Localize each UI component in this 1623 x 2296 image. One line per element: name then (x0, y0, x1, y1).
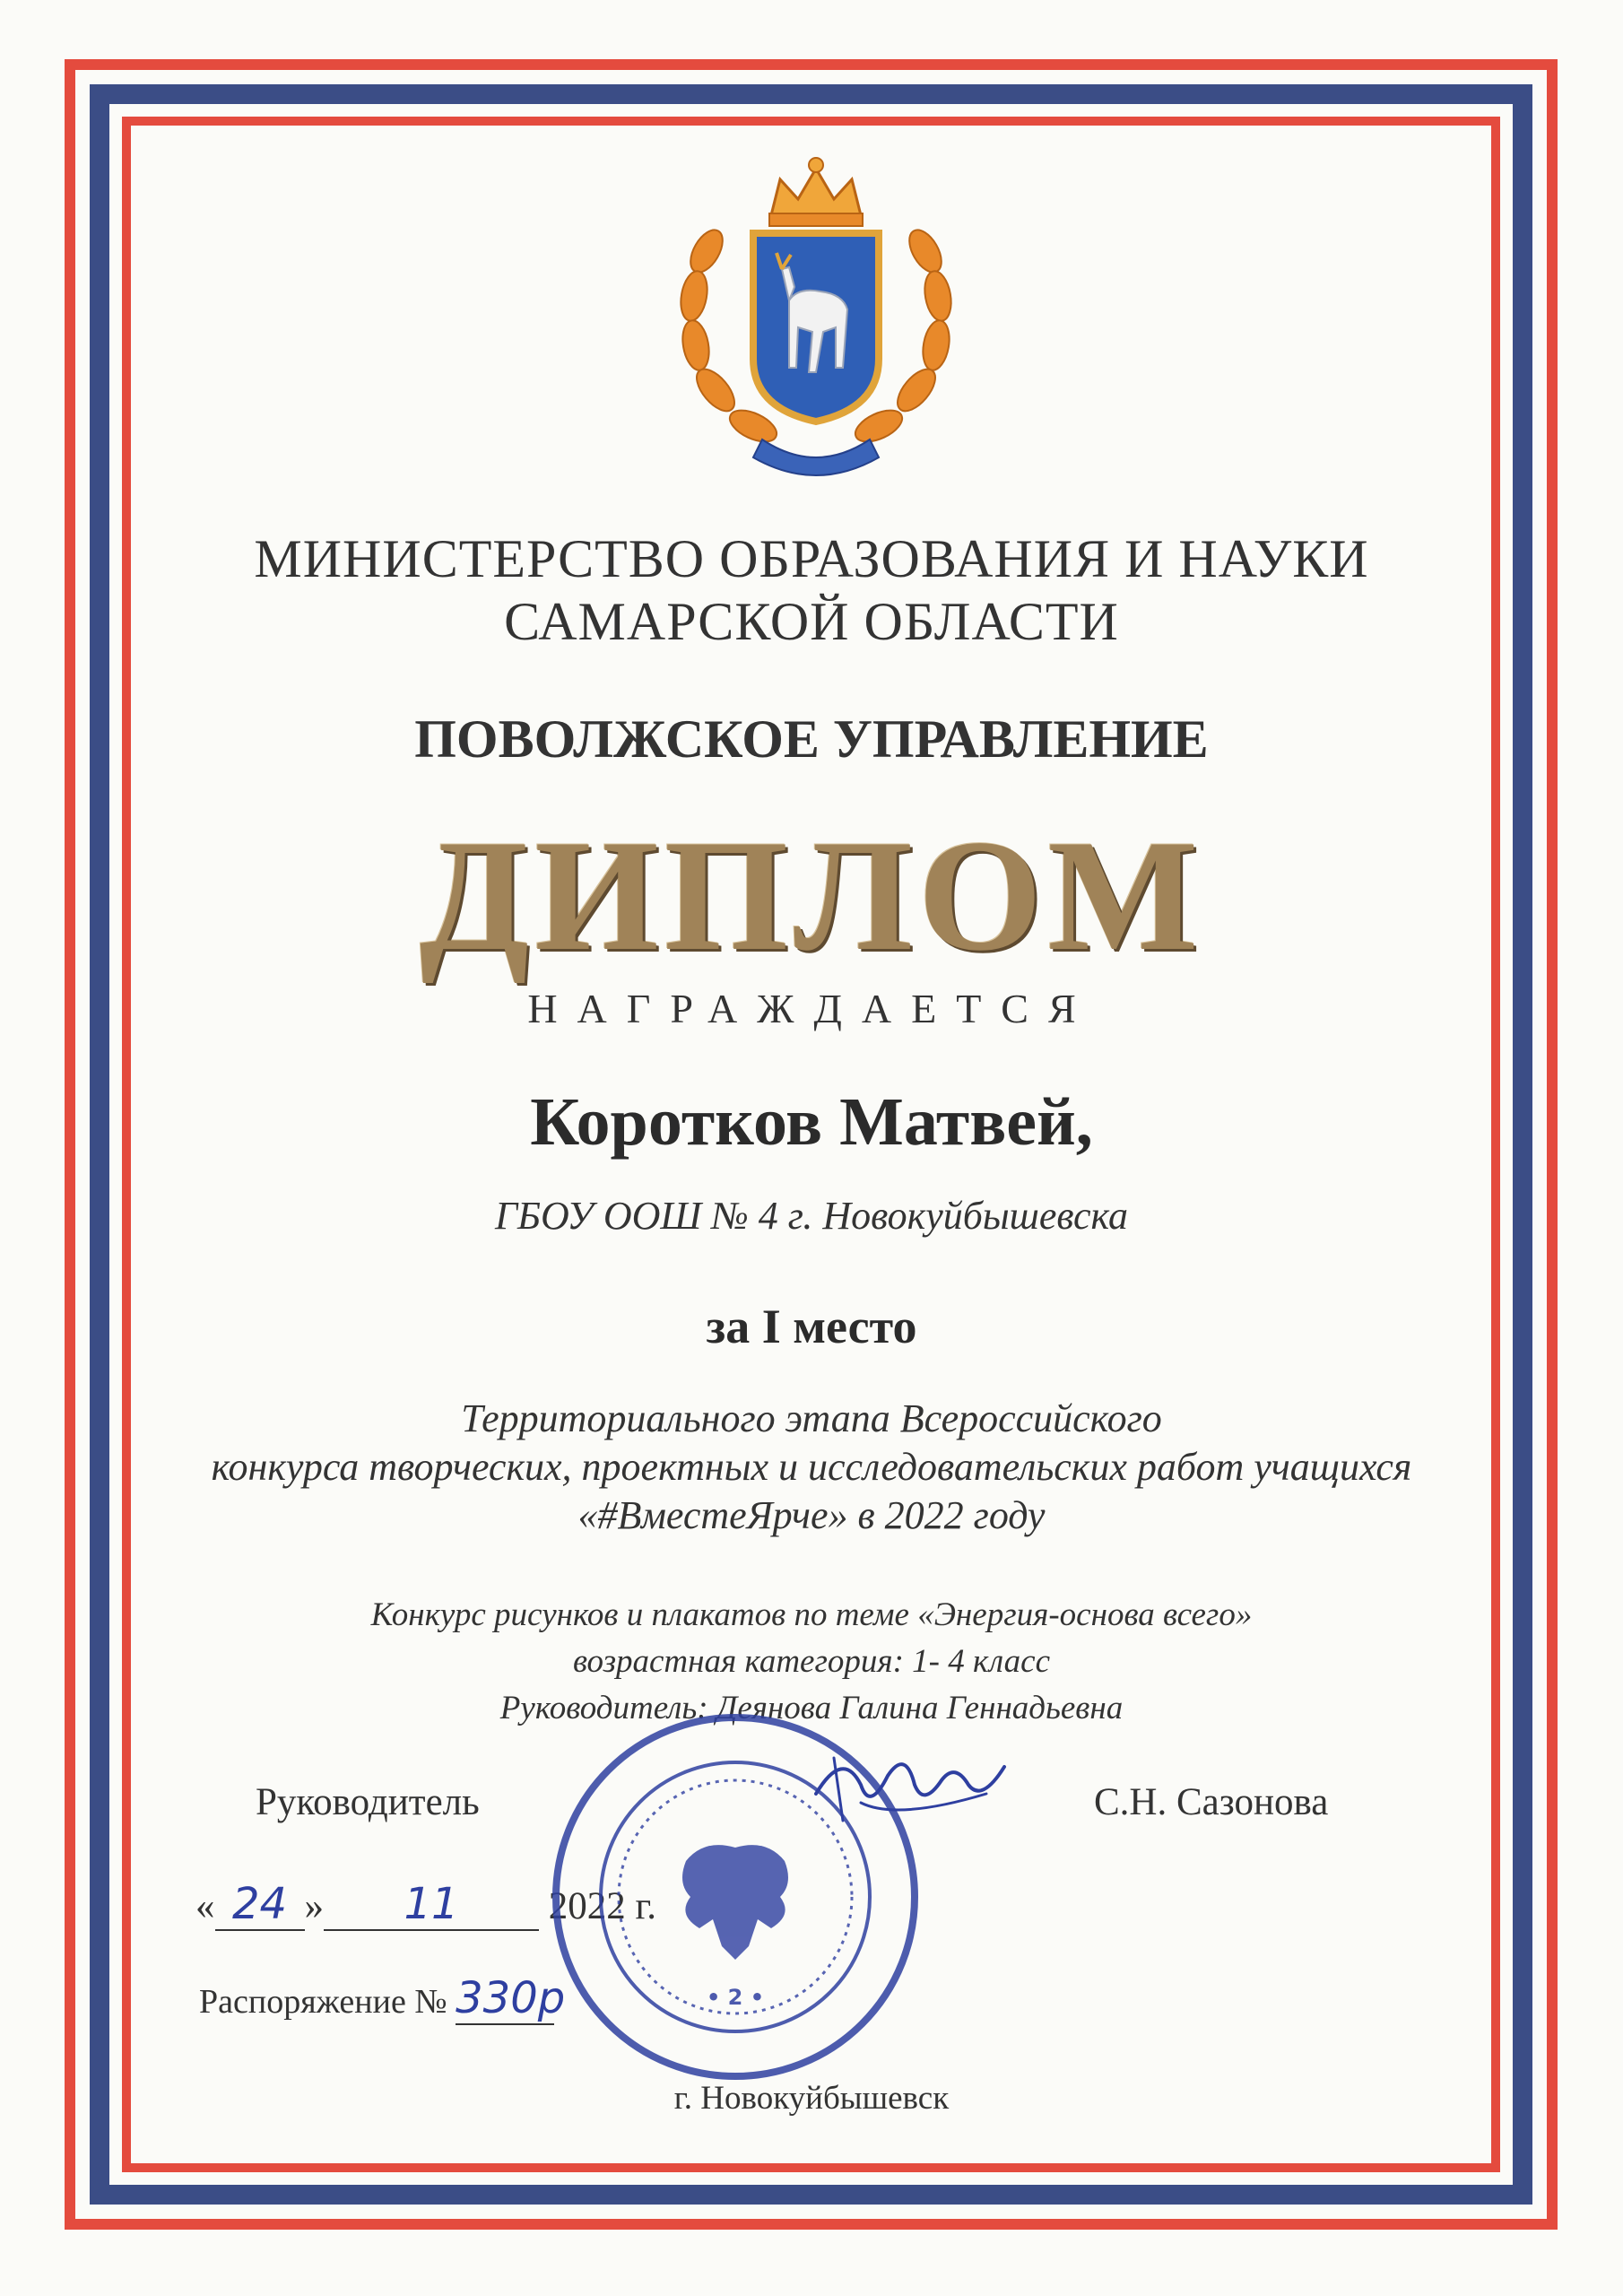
school-name: ГБОУ ООШ № 4 г. Новокуйбышевска (495, 1194, 1128, 1238)
order-number: 330р (456, 1973, 566, 2023)
svg-text:• 2 •: • 2 • (706, 1985, 765, 2010)
order-reference (199, 1973, 566, 2025)
date-open-quote: « (195, 1885, 215, 1927)
signature-label: Руководитель (256, 1781, 480, 1823)
diploma-title: ДИПЛОМ (419, 806, 1204, 984)
order-label: Распоряжение № (199, 1983, 447, 2021)
contest-description (0, 1395, 1623, 1540)
awarded-caption: НАГРАЖДАЕТСЯ (527, 986, 1096, 1031)
date-day: 24 (215, 1879, 305, 1931)
ministry-name (0, 527, 1623, 653)
city-name: г. Новокуйбышевск (673, 2080, 950, 2117)
date-year: 2022 г. (548, 1885, 657, 1927)
ministry-line-2: САМАРСКОЙ ОБЛАСТИ (504, 592, 1119, 651)
recipient-name: Коротков Матвей, (530, 1084, 1093, 1160)
contest-line-1: Территориального этапа Всероссийского (461, 1396, 1162, 1440)
date-month: 11 (324, 1879, 539, 1931)
department-name: ПОВОЛЖСКОЕ УПРАВЛЕНИЕ (414, 709, 1209, 769)
details-line-2: возрастная категория: 1- 4 класс (572, 1643, 1050, 1680)
coat-of-arms-icon (664, 152, 968, 484)
ministry-line-1: МИНИСТЕРСТВО ОБРАЗОВАНИЯ И НАУКИ (254, 529, 1369, 588)
details-line-1: Конкурс рисунков и плакатов по теме «Энергия-основа всего» (370, 1596, 1253, 1633)
handwritten-signature (807, 1731, 1013, 1839)
award-place: за I место (706, 1300, 917, 1353)
contest-line-3: «#ВместеЯрче» в 2022 году (577, 1493, 1046, 1537)
signatory-name: С.Н. Сазонова (1094, 1781, 1329, 1823)
details-line-3: Руководитель: Деянова Галина Геннадьевна (499, 1690, 1124, 1726)
contest-line-2: конкурса творческих, проектных и исследовательских работ учащихся (211, 1445, 1412, 1489)
date-close-quote: » (304, 1885, 324, 1927)
